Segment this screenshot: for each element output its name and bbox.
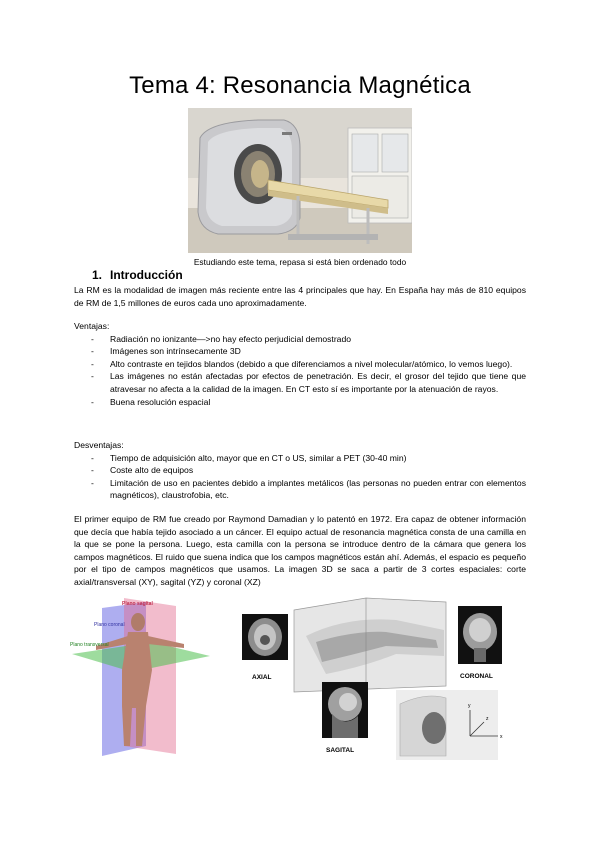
- list-item: - Radiación no ionizante—>no hay efecto perjudicial demostrado: [91, 333, 352, 344]
- axial-image: [242, 614, 288, 681]
- sagittal-label: Plano sagital: [122, 601, 153, 607]
- list-item: - Imágenes son intrínsecamente 3D: [91, 346, 241, 357]
- history-paragraph: El primer equipo de RM fue creado por Raymond Damadian y lo patentó en 1972. Era capaz de obtener información que decía que había tejido asociado a un cáncer. El equipo actual de resonancia magnética consta de una camilla en la que se pone la persona. Luego, esta camilla con la persona se introduce dentro de la cámara que genera los campos magnéticos. El ruido que suena indica que los campos magnéticos están ahí. Además, el espacio es pequeño por el tipo de campos magnéticos que usamos. La imagen 3D se saca a partir de 3 cortes espaciales: corte axial/transversal (XY), sagital (YZ) y coronal (XZ): [74, 514, 526, 587]
- list-item: - Limitación de uso en pacientes debido a implantes metálicos (las personas no pueden entrar con elementos magnéticos), claustrofobia, etc.: [91, 477, 526, 501]
- desventajas-list: [74, 439, 526, 502]
- sagital-image: [322, 682, 368, 754]
- list-item: - Las imágenes no están afectadas por efectos de penetración. Es decir, el grosor del tejido que tiene que atravesar no afecta a la calidad de la imagen. En CT esto sí es importante por la atenuación de rayos.: [91, 371, 526, 394]
- coronal-image: [458, 606, 502, 680]
- ventajas-heading: Ventajas:: [74, 321, 110, 331]
- list-item: - Tiempo de adquisición alto, mayor que en CT o US, similar a PET (30-40 min): [91, 452, 407, 463]
- patient-scanner-diagram: [294, 598, 446, 692]
- page-title: Tema 4: Resonancia Magnética: [129, 72, 471, 99]
- mri-planes-figure: [66, 596, 536, 761]
- ventajas-list: [74, 320, 526, 408]
- coronal-label: Plano coronal: [94, 622, 125, 628]
- sagital-label: SAGITAL: [326, 747, 355, 754]
- axis-z: z: [486, 716, 489, 722]
- axis-y: y: [468, 703, 471, 709]
- section-heading: [92, 268, 183, 282]
- coronal-image-label: CORONAL: [460, 673, 493, 680]
- axial-label: AXIAL: [252, 674, 272, 681]
- axis-x: x: [500, 734, 503, 740]
- section-number: 1.: [92, 268, 103, 282]
- body-planes-diagram: [70, 598, 210, 756]
- image-caption: Estudiando este tema, repasa si está bien ordenado todo: [193, 257, 407, 267]
- list-item: - Alto contraste en tejidos blandos (debido a que diferenciamos a nivel molecular/atómico, lo vemos luego).: [91, 358, 513, 369]
- section-title: Introducción: [110, 268, 183, 282]
- transverse-label: Plano transversal: [70, 642, 109, 648]
- mri-scanner-illustration: [188, 108, 412, 253]
- mri-scanner-photo: [188, 108, 412, 253]
- intro-paragraph: La RM es la modalidad de imagen más reciente entre las 4 principales que hay. En España hay más de 810 equipos de RM de 1,5 millones de euros cada uno aproximadamente.: [74, 285, 526, 308]
- scanner-axes-photo: [396, 690, 503, 760]
- mri-planes-illustration: [66, 596, 536, 761]
- list-item: - Buena resolución espacial: [91, 396, 211, 407]
- list-item: - Coste alto de equipos: [91, 465, 194, 476]
- desventajas-heading: Desventajas:: [74, 440, 124, 450]
